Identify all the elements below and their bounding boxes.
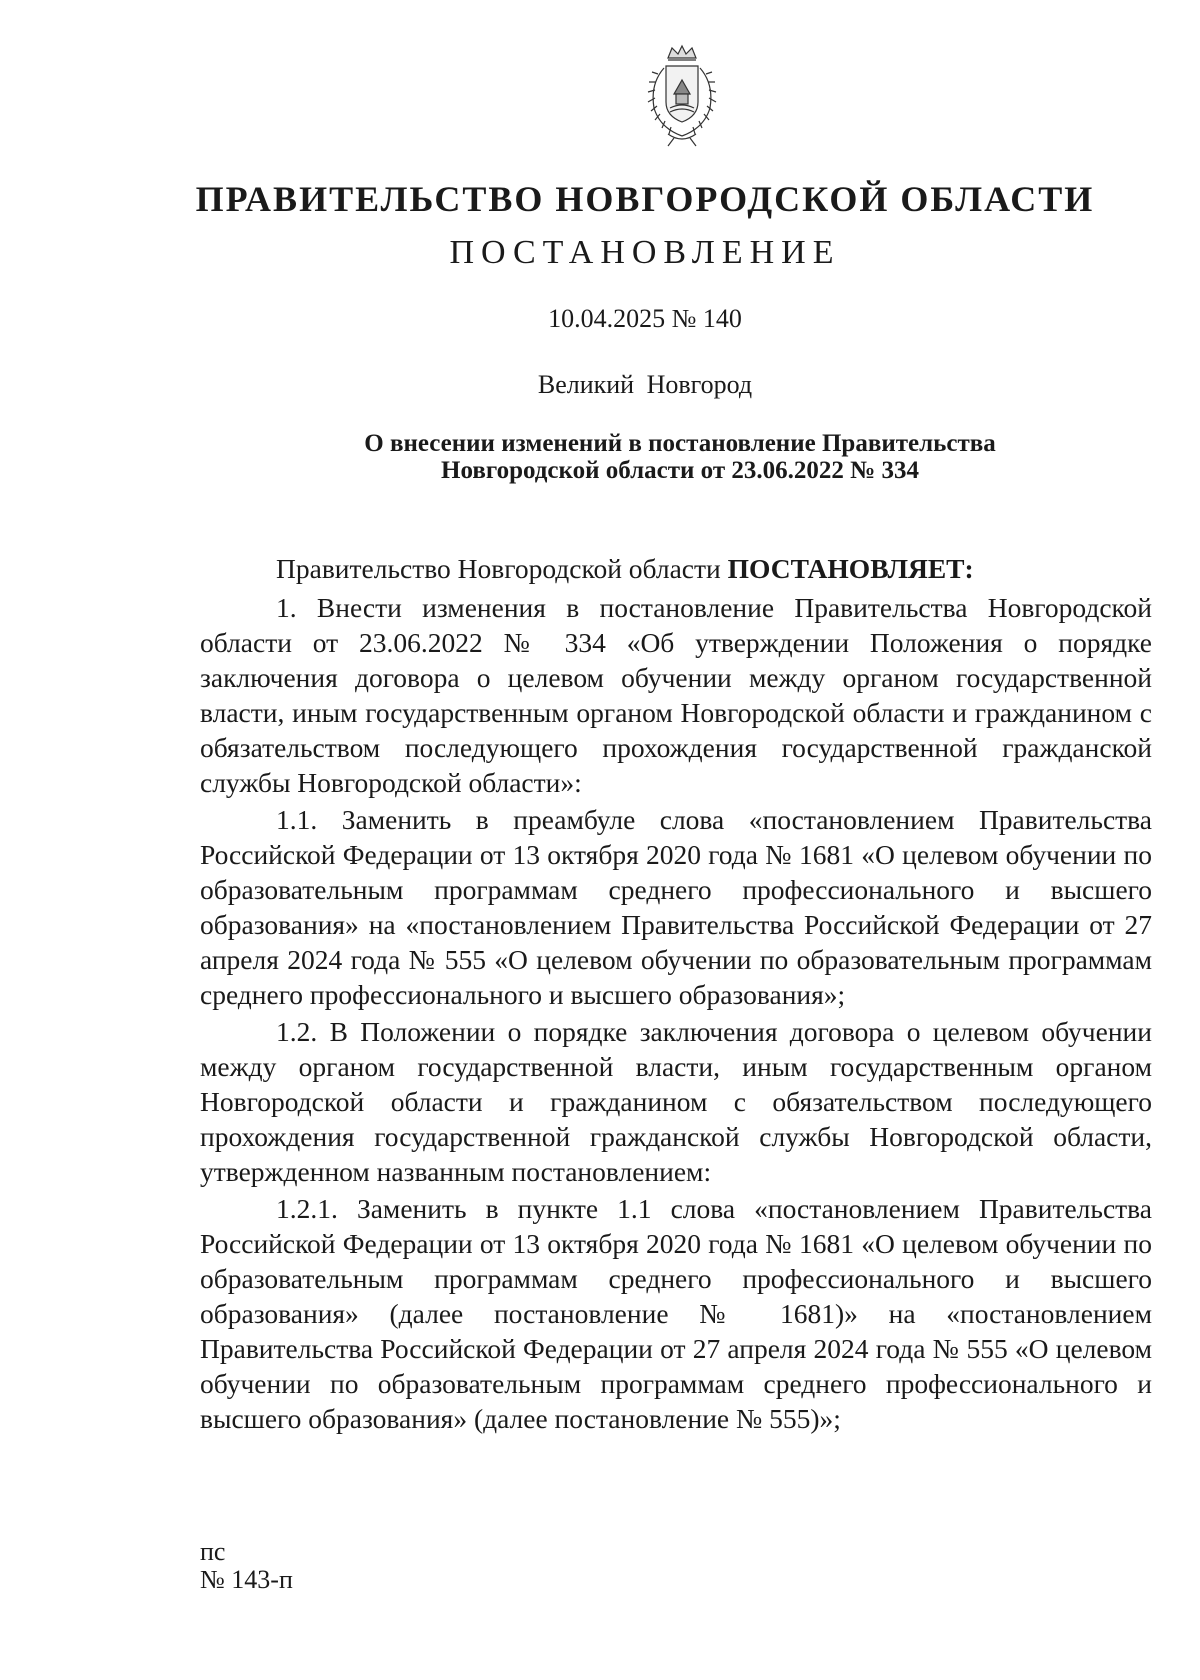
document-city: Великий Новгород <box>537 370 753 399</box>
document-body <box>200 551 1152 1436</box>
coat-of-arms-icon <box>638 44 726 148</box>
footer-line-2: № 143-п <box>200 1565 293 1594</box>
paragraph-1-2-1: 1.2.1. Заменить в пункте 1.1 слова «постановлением Правительства Российской Федерации от 13 октября 2020 года № 1681 «О целевом обучении по образовательным программам среднего профессионального и высшего образования» (далее постановление № 1681)» на «постановлением Правительства Российской Федерации от 27 апреля 2024 года № 555 «О целевом обучении по образовательным программам среднего профессионального и высшего образования» (далее постановление № 555)»; <box>200 1193 1152 1434</box>
paragraph-1-1: 1.1. Заменить в преамбуле слова «постановлением Правительства Российской Федерации от 13 октября 2020 года № 1681 «О целевом обучении по образовательным программам среднего профессионального и высшего образования» на «постановлением Правительства Российской Федерации от 27 апреля 2024 года № 555 «О целевом обучении по образовательным программам среднего профессионального и высшего образования»; <box>200 804 1152 1010</box>
document-date-number: 10.04.2025 № 140 <box>548 304 742 333</box>
document-type: ПОСТАНОВЛЕНИЕ <box>449 234 841 271</box>
footer-registration-code <box>200 1538 293 1594</box>
subject-line-2: Новгородской области от 23.06.2022 № 334 <box>441 457 919 484</box>
subject-line-1: О внесении изменений в постановление Правительства <box>364 430 996 457</box>
paragraph-1: 1. Внести изменения в постановление Правительства Новгородской области от 23.06.2022 № 334 «Об утверждении Положения о порядке заключения договора о целевом обучении между органом государственной власти, иным государственным органом Новгородской области и гражданином с обязательством последующего прохождения государственной гражданской службы Новгородской области»: <box>200 592 1152 798</box>
paragraph-1-2: 1.2. В Положении о порядке заключения договора о целевом обучении между органом государственной власти, иным государственным органом Новгородской области и гражданином с обязательством последующего прохождения государственной гражданской службы Новгородской области, утвержденном названным постановлением: <box>200 1016 1152 1187</box>
document-subject <box>300 430 1060 484</box>
preamble <box>200 551 1152 586</box>
preamble-resolves: ПОСТАНОВЛЯЕТ: <box>727 553 974 584</box>
footer-line-1: пс <box>200 1537 226 1566</box>
preamble-text: Правительство Новгородской области <box>276 553 728 584</box>
organization-title: ПРАВИТЕЛЬСТВО НОВГОРОДСКОЙ ОБЛАСТИ <box>195 179 1095 219</box>
